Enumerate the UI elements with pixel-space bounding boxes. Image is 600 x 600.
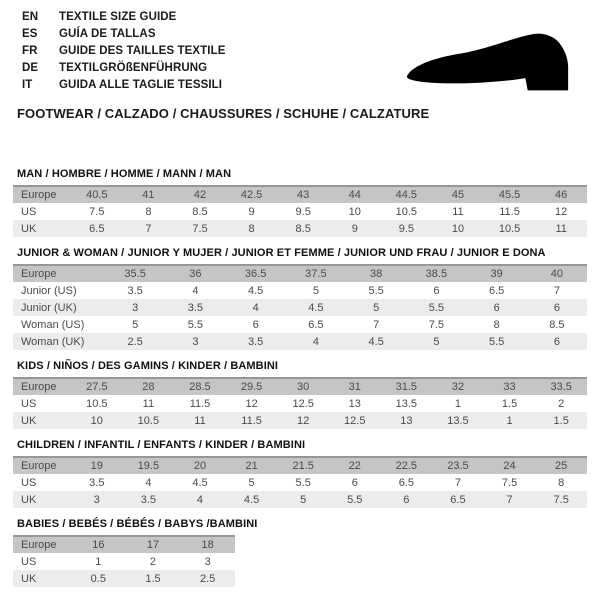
size-section — [13, 168, 587, 237]
size-cell: 4.5 — [368, 335, 384, 348]
row-label: Junior (UK) — [21, 301, 77, 314]
language-row — [22, 43, 226, 60]
language-row — [22, 60, 226, 77]
size-cell: 22.5 — [395, 460, 418, 472]
size-cell: 12 — [245, 397, 258, 410]
table-row — [13, 316, 587, 333]
table-row — [13, 282, 587, 299]
size-cell: 29.5 — [240, 381, 263, 393]
size-cell: 45 — [451, 189, 465, 201]
size-cell: 3 — [192, 335, 199, 348]
size-cell: 11 — [452, 205, 464, 218]
size-cell: 7.5 — [428, 318, 445, 331]
size-cell: 5.5 — [488, 335, 505, 348]
language-label: TEXTILGRÖßENFÜHRUNG — [59, 62, 208, 74]
size-cell: 6.5 — [398, 476, 414, 489]
language-row — [22, 77, 226, 94]
size-cell: 4.5 — [192, 476, 208, 489]
size-cell: 0.5 — [90, 572, 106, 585]
size-cell: 4 — [252, 301, 259, 314]
section-title: JUNIOR & WOMAN / JUNIOR Y MUJER / JUNIOR ET FEMME / JUNIOR UND FRAU / JUNIOR E DONA — [17, 247, 546, 259]
size-cell: 6 — [403, 493, 410, 506]
size-cell: 21 — [245, 460, 258, 472]
size-cell: 5.5 — [347, 493, 363, 506]
size-cell: 3.5 — [247, 335, 264, 348]
language-label: GUÍA DE TALLAS — [59, 28, 156, 40]
size-cell: 6.5 — [488, 284, 505, 297]
size-cell: 6 — [553, 335, 560, 348]
size-cell: 24 — [503, 460, 516, 472]
size-cell: 5.5 — [368, 284, 384, 297]
table-row — [13, 333, 587, 350]
size-cell: 11.5 — [189, 397, 211, 410]
size-cell: 1 — [506, 414, 513, 427]
size-cell: 10.5 — [137, 414, 160, 427]
size-cell: 28 — [142, 381, 155, 393]
table-row — [13, 553, 235, 570]
size-cell: 7 — [454, 476, 462, 489]
size-cell: 3 — [132, 301, 139, 314]
size-cell: 11.5 — [241, 414, 262, 427]
size-section — [13, 518, 587, 587]
size-cell: 44 — [348, 189, 361, 201]
size-cell: 31.5 — [395, 381, 418, 393]
row-label: Europe — [21, 539, 57, 551]
dress-shoe-icon — [398, 24, 586, 104]
size-section — [13, 439, 587, 508]
size-cell: 1.5 — [553, 414, 569, 427]
language-label: GUIDA ALLE TAGLIE TESSILI — [59, 79, 223, 91]
row-label: US — [21, 555, 37, 568]
size-cell: 8 — [493, 318, 500, 331]
size-cell: 22 — [348, 460, 361, 472]
row-label: Woman (US) — [21, 318, 85, 331]
size-cell: 8.5 — [295, 222, 311, 235]
size-cell: 11 — [142, 397, 155, 410]
table-row — [13, 536, 235, 553]
size-cell: 7.5 — [553, 493, 569, 506]
size-cell: 8 — [558, 476, 565, 489]
row-label: Europe — [21, 268, 57, 280]
size-cell: 38 — [370, 268, 383, 280]
size-cell: 10.5 — [86, 397, 108, 410]
size-cell: 7.5 — [89, 205, 105, 218]
size-cell: 3 — [204, 555, 211, 568]
size-table — [13, 377, 587, 429]
size-cell: 4.5 — [247, 284, 264, 297]
size-cell: 2.5 — [200, 572, 216, 585]
size-cell: 9 — [351, 222, 358, 235]
size-cell: 4 — [312, 335, 319, 348]
header — [0, 0, 600, 158]
size-cell: 32 — [451, 381, 465, 393]
row-label: UK — [21, 414, 37, 427]
size-cell: 4.5 — [308, 301, 324, 314]
size-cell: 33 — [503, 381, 516, 393]
size-cell: 19.5 — [137, 460, 160, 472]
size-cell: 5 — [300, 493, 307, 506]
size-cell: 9.5 — [398, 222, 414, 235]
size-table — [13, 185, 587, 237]
size-cell: 13.5 — [395, 397, 418, 410]
size-cell: 10 — [348, 205, 361, 218]
size-cell: 10.5 — [395, 205, 418, 218]
size-cell: 42 — [193, 189, 207, 201]
size-cell: 6.5 — [308, 318, 324, 331]
size-cell: 1.5 — [145, 572, 161, 585]
section-title: BABIES / BEBÉS / BÉBÉS / BABYS /BAMBINI — [17, 518, 258, 530]
size-cell: 6.5 — [450, 493, 466, 506]
size-cell: 18 — [201, 539, 214, 551]
size-cell: 21.5 — [292, 460, 314, 472]
size-cell: 8.5 — [192, 205, 208, 218]
size-cell: 7 — [506, 493, 513, 506]
size-cell: 5 — [132, 318, 139, 331]
row-label: Europe — [21, 381, 57, 393]
size-cell: 4.5 — [243, 493, 260, 506]
table-row — [13, 491, 587, 508]
size-cell: 6 — [351, 476, 358, 489]
row-label: UK — [21, 493, 37, 506]
row-label: UK — [21, 572, 37, 585]
table-row — [13, 203, 587, 220]
size-cell: 5.5 — [295, 476, 311, 489]
table-row — [13, 474, 587, 491]
language-code: ES — [22, 28, 38, 40]
table-row — [13, 378, 587, 395]
language-label: TEXTILE SIZE GUIDE — [59, 11, 177, 23]
size-tables — [0, 168, 600, 587]
size-cell: 4 — [145, 476, 152, 489]
size-cell: 9.5 — [295, 205, 311, 218]
size-cell: 11 — [555, 222, 567, 235]
size-cell: 2 — [149, 555, 157, 568]
row-label: Europe — [21, 460, 57, 472]
language-label: GUIDE DES TAILLES TEXTILE — [59, 45, 226, 57]
size-table — [13, 264, 587, 350]
size-cell: 30 — [297, 381, 310, 393]
size-cell: 16 — [92, 539, 105, 551]
size-cell: 35.5 — [124, 268, 146, 280]
table-row — [13, 186, 587, 203]
size-cell: 6 — [553, 301, 560, 314]
size-table — [13, 535, 235, 587]
size-cell: 11 — [194, 414, 206, 427]
row-label: Woman (UK) — [21, 335, 85, 348]
language-list — [22, 9, 226, 94]
size-cell: 1 — [95, 555, 102, 568]
size-cell: 10.5 — [498, 222, 521, 235]
row-label: US — [21, 397, 37, 410]
size-cell: 12.5 — [292, 397, 314, 410]
section-title: CHILDREN / INFANTIL / ENFANTS / KINDER / BAMBINI — [17, 439, 306, 451]
size-cell: 2.5 — [127, 335, 143, 348]
size-cell: 17 — [146, 539, 160, 551]
language-row — [22, 26, 226, 43]
size-cell: 5 — [248, 476, 255, 489]
size-cell: 7.5 — [192, 222, 208, 235]
size-cell: 20 — [193, 460, 207, 472]
size-cell: 40 — [550, 268, 563, 280]
size-cell: 6.5 — [89, 222, 105, 235]
row-label: Europe — [21, 189, 57, 201]
size-cell: 3.5 — [140, 493, 157, 506]
size-cell: 1.5 — [501, 397, 518, 410]
size-cell: 10 — [451, 222, 465, 235]
size-cell: 19 — [90, 460, 103, 472]
size-cell: 43 — [297, 189, 310, 201]
size-cell: 36.5 — [244, 268, 267, 280]
size-cell: 5.5 — [428, 301, 445, 314]
size-cell: 5 — [312, 284, 319, 297]
row-label: US — [21, 205, 37, 218]
size-cell: 8 — [248, 222, 255, 235]
size-section — [13, 360, 587, 429]
size-cell: 45.5 — [498, 189, 521, 201]
size-cell: 12.5 — [344, 414, 366, 427]
size-cell: 27.5 — [86, 381, 108, 393]
size-cell: 3.5 — [187, 301, 204, 314]
size-section — [13, 247, 587, 350]
size-cell: 33.5 — [550, 381, 572, 393]
size-table — [13, 456, 587, 508]
size-cell: 40.5 — [86, 189, 108, 201]
size-cell: 39 — [490, 268, 503, 280]
table-row — [13, 265, 587, 282]
row-label: Junior (US) — [21, 284, 77, 297]
table-row — [13, 299, 587, 316]
size-cell: 5 — [373, 301, 380, 314]
size-cell: 12 — [297, 414, 310, 427]
size-cell: 31 — [348, 381, 361, 393]
size-cell: 3 — [93, 493, 100, 506]
size-cell: 6 — [252, 318, 259, 331]
size-cell: 5.5 — [187, 318, 204, 331]
size-cell: 42.5 — [240, 189, 263, 201]
size-cell: 10 — [90, 414, 103, 427]
size-cell: 7 — [145, 222, 152, 235]
size-cell: 12 — [555, 205, 568, 218]
size-cell: 2 — [558, 397, 565, 410]
language-code: IT — [22, 79, 33, 91]
size-cell: 1 — [454, 397, 462, 410]
language-code: DE — [22, 62, 39, 74]
size-cell: 3.5 — [127, 284, 143, 297]
section-title: MAN / HOMBRE / HOMME / MANN / MAN — [17, 168, 232, 180]
size-cell: 7 — [373, 318, 380, 331]
section-title: KIDS / NIÑOS / DES GAMINS / KINDER / BAMBINI — [17, 360, 279, 372]
size-cell: 8.5 — [549, 318, 565, 331]
size-cell: 13.5 — [447, 414, 469, 427]
size-cell: 8 — [145, 205, 152, 218]
table-row — [13, 412, 587, 429]
row-label: US — [21, 476, 37, 489]
size-cell: 37.5 — [305, 268, 327, 280]
size-cell: 13 — [400, 414, 413, 427]
size-cell: 44.5 — [395, 189, 418, 201]
size-cell: 3.5 — [89, 476, 105, 489]
size-cell: 28.5 — [189, 381, 211, 393]
size-cell: 6 — [493, 301, 500, 314]
size-cell: 4 — [196, 493, 204, 506]
table-row — [13, 220, 587, 237]
size-cell: 25 — [555, 460, 568, 472]
table-row — [13, 457, 587, 474]
category-title: FOOTWEAR / CALZADO / CHAUSSURES / SCHUHE / CALZATURE — [17, 106, 430, 121]
size-cell: 4 — [192, 284, 199, 297]
size-cell: 11.5 — [499, 205, 520, 218]
table-row — [13, 395, 587, 412]
size-cell: 6 — [433, 284, 440, 297]
language-row — [22, 9, 226, 26]
language-code: EN — [22, 11, 39, 23]
size-cell: 23.5 — [447, 460, 469, 472]
size-cell: 13 — [348, 397, 361, 410]
size-cell: 41 — [142, 189, 155, 201]
size-cell: 38.5 — [425, 268, 448, 280]
size-cell: 36 — [189, 268, 202, 280]
size-cell: 9 — [248, 205, 255, 218]
size-cell: 5 — [433, 335, 440, 348]
row-label: UK — [21, 222, 37, 235]
language-code: FR — [22, 45, 38, 57]
size-cell: 7 — [553, 284, 560, 297]
size-cell: 7.5 — [501, 476, 518, 489]
table-row — [13, 570, 235, 587]
size-cell: 46 — [555, 189, 568, 201]
